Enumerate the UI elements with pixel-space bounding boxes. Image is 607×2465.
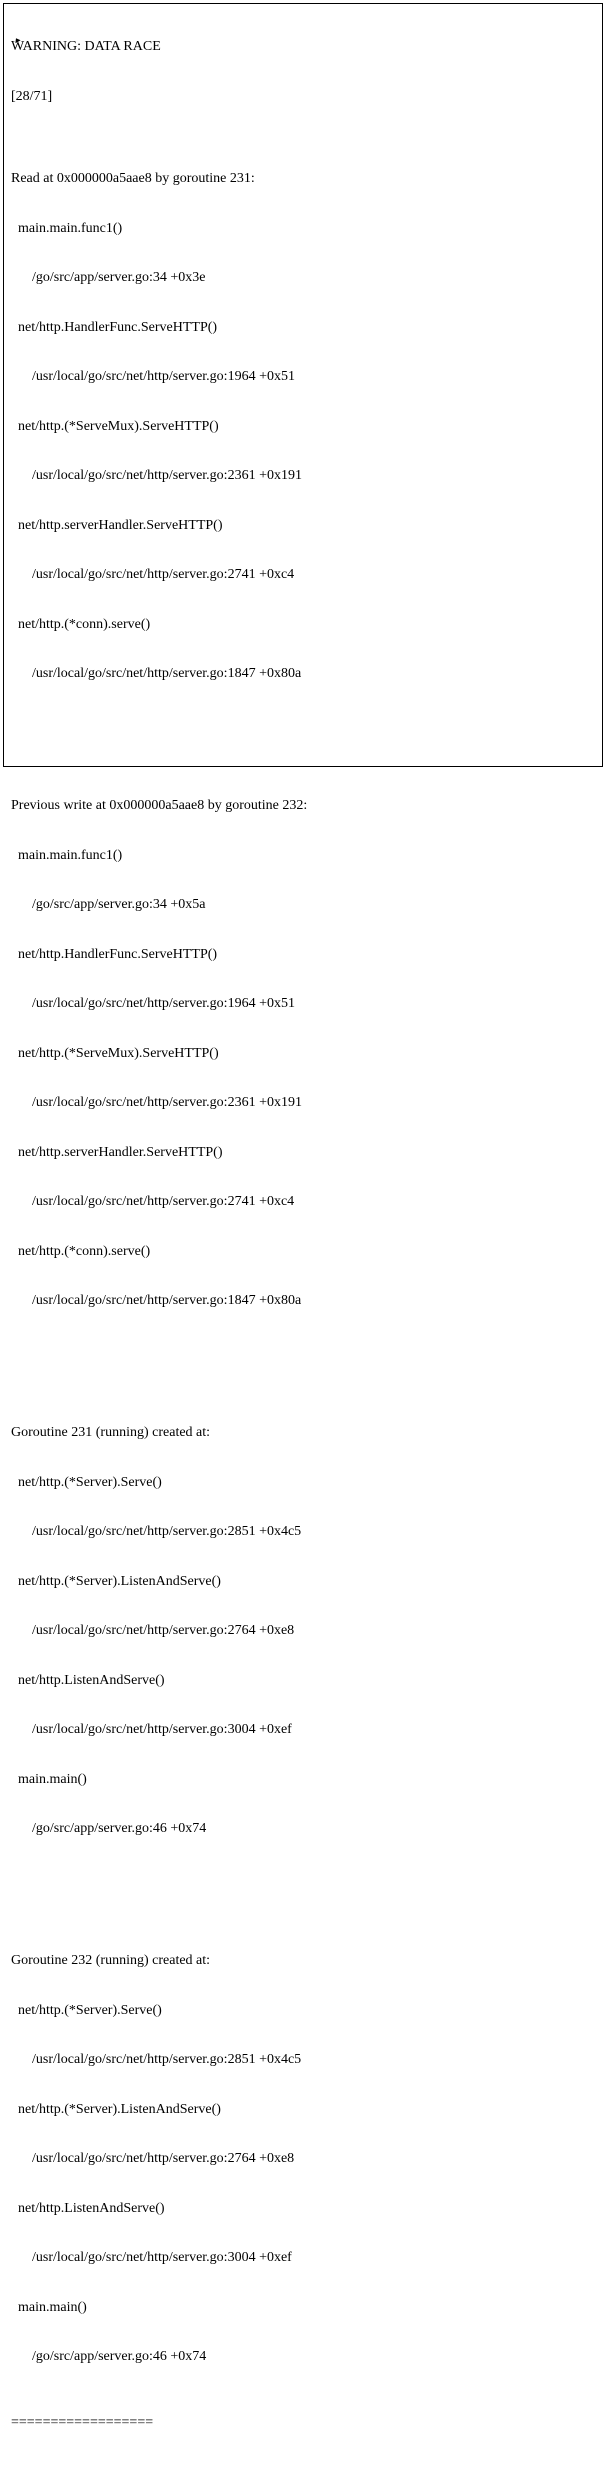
stack-frame-location: /usr/local/go/src/net/http/server.go:2361 +0x191 — [32, 1095, 302, 1110]
log-frame — [3, 3, 603, 2430]
stack-frame-location: /usr/local/go/src/net/http/server.go:3004 +0xef — [32, 2250, 292, 2265]
stack-frame-func: net/http.serverHandler.ServeHTTP() — [18, 1144, 223, 1160]
stack-frame-func: net/http.(*Server).ListenAndServe() — [18, 1573, 221, 1589]
stack-frame-location: /go/src/app/server.go:34 +0x3e — [32, 270, 206, 285]
stack-frame-func: net/http.ListenAndServe() — [18, 2200, 165, 2216]
blank-line — [11, 1343, 596, 1360]
stack-frame-func: net/http.(*ServeMux).ServeHTTP() — [18, 1045, 219, 1061]
stack-frame-location: /usr/local/go/src/net/http/server.go:3004 +0xef — [32, 1722, 292, 1737]
report-counter: [28/71] — [11, 88, 53, 104]
stack-frame-location: /usr/local/go/src/net/http/server.go:2741 +0xc4 — [32, 1194, 295, 1209]
stack-frame-location: /usr/local/go/src/net/http/server.go:2764 +0xe8 — [32, 1623, 295, 1638]
stack-frame-func: net/http.(*ServeMux).ServeHTTP() — [18, 418, 219, 434]
stack-frame-func: net/http.(*Server).Serve() — [18, 2002, 162, 2018]
blank-line — [11, 716, 596, 733]
stack-frame-location: /usr/local/go/src/net/http/server.go:2361 +0x191 — [32, 468, 302, 483]
race-report — [11, 6, 596, 2465]
stack-frame-func: net/http.(*Server).ListenAndServe() — [18, 2101, 221, 2117]
stack-frame-func: net/http.serverHandler.ServeHTTP() — [18, 517, 223, 533]
read-heading: Read at 0x000000a5aae8 by goroutine 231: — [11, 171, 255, 186]
stack-frame-location: /usr/local/go/src/net/http/server.go:1847 +0x80a — [32, 666, 302, 681]
stack-frame-func: net/http.(*conn).serve() — [18, 1243, 151, 1259]
stack-frame-func: net/http.HandlerFunc.ServeHTTP() — [18, 946, 218, 962]
stack-frame-func: net/http.(*conn).serve() — [18, 616, 151, 632]
stack-frame-location: /usr/local/go/src/net/http/server.go:2764 +0xe8 — [32, 2151, 295, 2166]
stack-frame-func: net/http.ListenAndServe() — [18, 1672, 165, 1688]
stack-frame-func: main.main.func1() — [18, 220, 123, 236]
stack-frame-location: /usr/local/go/src/net/http/server.go:2851 +0x4c5 — [32, 2052, 302, 2067]
stack-frame-location: /go/src/app/server.go:46 +0x74 — [32, 1821, 207, 1836]
stack-frame-location: /usr/local/go/src/net/http/server.go:1964 +0x51 — [32, 369, 295, 384]
stack-frame-location: /usr/local/go/src/net/http/server.go:2741 +0xc4 — [32, 567, 295, 582]
stack-frame-func: net/http.(*Server).Serve() — [18, 1474, 162, 1490]
stack-frame-func: main.main.func1() — [18, 847, 123, 863]
blank-line — [11, 1871, 596, 1888]
stack-frame-location: /usr/local/go/src/net/http/server.go:1847 +0x80a — [32, 1293, 302, 1308]
stack-frame-location: /usr/local/go/src/net/http/server.go:1964 +0x51 — [32, 996, 295, 1011]
warning-title: WARNING: DATA RACE — [11, 39, 161, 54]
stack-frame-location: /go/src/app/server.go:46 +0x74 — [32, 2349, 207, 2364]
stack-frame-location: /go/src/app/server.go:34 +0x5a — [32, 897, 206, 912]
stack-frame-func: main.main() — [18, 2299, 87, 2315]
goroutine-232-heading: Goroutine 232 (running) created at: — [11, 1953, 211, 1968]
stack-frame-func: main.main() — [18, 1771, 87, 1787]
write-heading: Previous write at 0x000000a5aae8 by goroutine 232: — [11, 798, 308, 813]
stack-frame-location: /usr/local/go/src/net/http/server.go:2851 +0x4c5 — [32, 1524, 302, 1539]
separator-line: ================== — [11, 2415, 154, 2430]
stack-frame-func: net/http.HandlerFunc.ServeHTTP() — [18, 319, 218, 335]
goroutine-231-heading: Goroutine 231 (running) created at: — [11, 1425, 211, 1440]
